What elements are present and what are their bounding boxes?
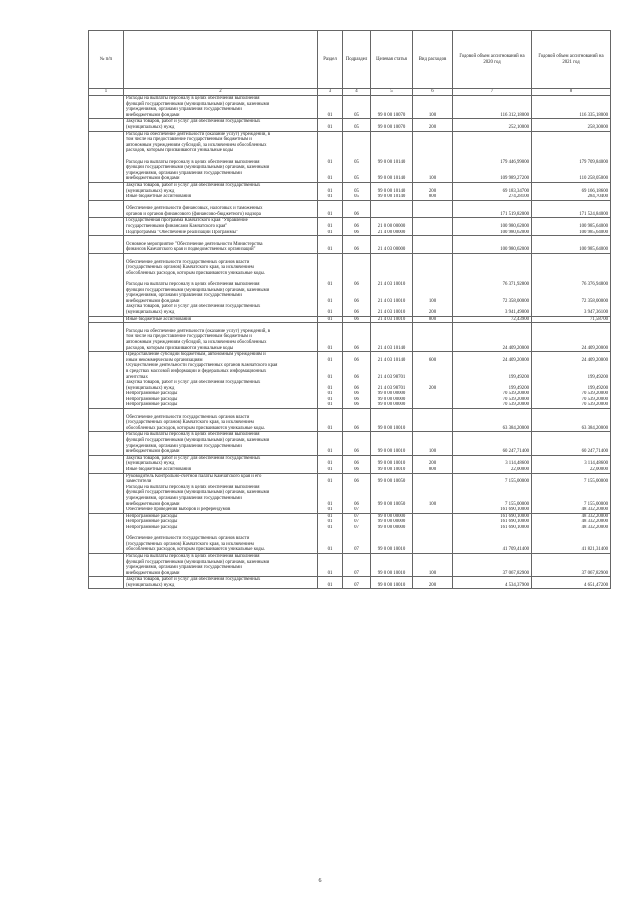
amount-2020-cell: 7 155,00000 <box>453 473 532 485</box>
amount-2021-cell: 76 376,94800 <box>532 254 611 288</box>
amount-2020-cell: 7 155,00000 <box>453 485 532 507</box>
vr-cell: 100 <box>413 553 453 576</box>
amount-2021-cell: 171 524,84000 <box>532 200 611 218</box>
amount-2021-cell: 69 166,18600 <box>532 182 611 194</box>
podrazdel-cell: 06 <box>343 402 371 408</box>
name-cell: Иные бюджетные ассигнования <box>124 194 318 200</box>
num-cell <box>89 218 124 230</box>
amount-2020-cell: 41 709,41400 <box>453 531 532 554</box>
index-cell: 2 <box>124 89 318 96</box>
name-cell: Закупка товаров, работ и услуг для обеспечения государственных (муниципальных) нужд <box>124 577 318 589</box>
amount-2020-cell: 3 114,48600 <box>453 455 532 467</box>
vr-cell <box>413 363 453 380</box>
vr-cell <box>413 323 453 352</box>
amount-2020-cell: 161 690,10000 <box>453 519 532 525</box>
vr-cell: 100 <box>413 288 453 305</box>
podrazdel-cell: 06 <box>343 200 371 218</box>
name-cell: Иные бюджетные ассигнования <box>124 316 318 323</box>
razdel-cell: 01 <box>318 316 343 323</box>
razdel-cell: 01 <box>318 577 343 589</box>
csr-cell: 99 0 00 00000 <box>371 402 413 408</box>
num-cell <box>89 254 124 288</box>
name-cell: Непрограммные расходы <box>124 513 318 519</box>
table-row <box>89 316 611 323</box>
amount-2021-cell: 284,70400 <box>532 194 611 200</box>
razdel-cell: 01 <box>318 304 343 316</box>
podrazdel-cell: 06 <box>343 432 371 455</box>
table-row <box>89 304 611 316</box>
csr-cell: 21 4 03 98701 <box>371 380 413 391</box>
header-podrazdel: Подраздел <box>343 31 371 89</box>
razdel-cell: 01 <box>318 525 343 531</box>
podrazdel-cell: 07 <box>343 525 371 531</box>
podrazdel-cell: 06 <box>343 473 371 485</box>
podrazdel-cell: 06 <box>343 467 371 473</box>
amount-2021-cell: 100 985,64000 <box>532 218 611 230</box>
amount-2020-cell: 109 989,27200 <box>453 165 532 182</box>
razdel-cell: 01 <box>318 432 343 455</box>
header-row <box>89 31 611 89</box>
name-cell: Расходы на выплаты персоналу в целях обеспечения выполнения функций государственными (муниципальными) органами, казенными учреждениями, органами управления государственными внебюджетными фондами <box>124 485 318 507</box>
table-row <box>89 323 611 352</box>
amount-2020-cell: 72,43900 <box>453 316 532 323</box>
vr-cell: 200 <box>413 577 453 589</box>
podrazdel-cell: 05 <box>343 131 371 165</box>
name-cell: Государственная программа Камчатского края "Управление государственными финансами Камчатского края" <box>124 218 318 230</box>
amount-2021-cell: 48 332,20000 <box>532 519 611 525</box>
amount-2021-cell: 48 332,20000 <box>532 525 611 531</box>
csr-cell: 99 0 00 10050 <box>371 485 413 507</box>
razdel-cell: 01 <box>318 409 343 432</box>
podrazdel-cell: 06 <box>343 323 371 352</box>
csr-cell: 21 0 00 00000 <box>371 218 413 230</box>
amount-2021-cell: 179 709,84000 <box>532 131 611 165</box>
amount-2020-cell: 199,49200 <box>453 380 532 391</box>
vr-cell: 200 <box>413 119 453 131</box>
podrazdel-cell: 06 <box>343 316 371 323</box>
podrazdel-cell: 06 <box>343 397 371 403</box>
num-cell <box>89 485 124 507</box>
num-cell <box>89 380 124 391</box>
razdel-cell: 01 <box>318 473 343 485</box>
vr-cell: 800 <box>413 316 453 323</box>
razdel-cell: 01 <box>318 200 343 218</box>
vr-cell: 200 <box>413 304 453 316</box>
table-row <box>89 352 611 364</box>
csr-cell: 99 0 00 10010 <box>371 432 413 455</box>
amount-2021-cell: 24 409,20000 <box>532 352 611 364</box>
amount-2021-cell: 70 539,20000 <box>532 397 611 403</box>
podrazdel-cell: 06 <box>343 254 371 288</box>
amount-2020-cell: 179 446,99000 <box>453 131 532 165</box>
amount-2021-cell: 71,58700 <box>532 316 611 323</box>
name-cell: Непрограммные расходы <box>124 391 318 397</box>
razdel-cell: 01 <box>318 119 343 131</box>
amount-2020-cell: 171 519,82000 <box>453 200 532 218</box>
num-cell <box>89 455 124 467</box>
header-vr: Вид расходов <box>413 31 453 89</box>
vr-cell <box>413 218 453 230</box>
name-cell: функций государственными (муниципальными) органами, казенными учреждениями, органами управления государственными внебюджетными фондами <box>124 165 318 182</box>
amount-2020-cell: 69 183,34700 <box>453 182 532 194</box>
razdel-cell: 01 <box>318 402 343 408</box>
razdel-cell: 01 <box>318 96 343 119</box>
amount-2020-cell: 274,28100 <box>453 194 532 200</box>
vr-cell <box>413 409 453 432</box>
num-cell <box>89 304 124 316</box>
vr-cell: 200 <box>413 455 453 467</box>
budget-table <box>88 30 611 589</box>
name-cell: Обеспечение деятельности финансовых, налоговых и таможенных органов и органов финансового (финансово-бюджетного) надзора <box>124 200 318 218</box>
num-cell <box>89 236 124 254</box>
podrazdel-cell: 07 <box>343 531 371 554</box>
csr-cell <box>371 200 413 218</box>
csr-cell: 99 0 00 00000 <box>371 391 413 397</box>
amount-2021-cell: 63 384,20000 <box>532 409 611 432</box>
index-cell: 7 <box>453 89 532 96</box>
table-row <box>89 455 611 467</box>
amount-2020-cell: 24 409,20000 <box>453 352 532 364</box>
razdel-cell: 01 <box>318 165 343 182</box>
amount-2021-cell: 7 155,00000 <box>532 473 611 485</box>
index-cell: 5 <box>371 89 413 96</box>
name-cell: Предоставление субсидий бюджетным, автономным учреждениям и иным некоммерческим организациям <box>124 352 318 364</box>
amount-2020-cell: 24 409,20000 <box>453 323 532 352</box>
csr-cell: 99 0 00 10140 <box>371 182 413 194</box>
header-name <box>124 31 318 89</box>
razdel-cell: 01 <box>318 485 343 507</box>
name-cell: Расходы на выплаты персоналу в целях обеспечения выполнения функций государственными (муниципальными) органами, казенными учреждениями, органами управления государственными внебюджетными фондами <box>124 432 318 455</box>
podrazdel-cell: 07 <box>343 507 371 513</box>
name-cell: Закупка товаров, работ и услуг для обеспечения государственных (муниципальных) нужд <box>124 455 318 467</box>
vr-cell <box>413 254 453 288</box>
column-index-row <box>89 89 611 96</box>
amount-2020-cell: 161 690,10000 <box>453 507 532 513</box>
num-cell <box>89 96 124 119</box>
amount-2020-cell: 161 690,10000 <box>453 525 532 531</box>
num-cell <box>89 531 124 554</box>
razdel-cell: 01 <box>318 218 343 230</box>
amount-2021-cell: 72 358,00000 <box>532 288 611 305</box>
amount-2021-cell: 37 067,82900 <box>532 553 611 576</box>
csr-cell: 21 4 03 10010 <box>371 288 413 305</box>
name-cell: Руководитель Контрольно-счетной палаты Камчатского края и его заместители <box>124 473 318 485</box>
csr-cell: 99 0 00 10050 <box>371 473 413 485</box>
razdel-cell: 01 <box>318 553 343 576</box>
name-cell: Обеспечение проведения выборов и референдумов <box>124 507 318 513</box>
table-row <box>89 200 611 218</box>
vr-cell: 100 <box>413 432 453 455</box>
num-cell <box>89 432 124 455</box>
amount-2021-cell: 100 985,64000 <box>532 230 611 236</box>
amount-2021-cell: 24 409,20000 <box>532 323 611 352</box>
amount-2020-cell: 252,10000 <box>453 119 532 131</box>
header-2021: Годовой объем ассигнований на 2021 год <box>532 31 611 89</box>
podrazdel-cell: 06 <box>343 455 371 467</box>
csr-cell: 99 0 00 10140 <box>371 131 413 165</box>
table-row <box>89 254 611 288</box>
amount-2021-cell: 110 258,05000 <box>532 165 611 182</box>
header-csr: Целевая статья <box>371 31 413 89</box>
razdel-cell: 01 <box>318 352 343 364</box>
vr-cell: 100 <box>413 485 453 507</box>
razdel-cell: 01 <box>318 182 343 194</box>
amount-2021-cell: 48 332,20000 <box>532 507 611 513</box>
amount-2020-cell: 100 980,62000 <box>453 236 532 254</box>
podrazdel-cell: 06 <box>343 391 371 397</box>
csr-cell: 99 0 00 00000 <box>371 513 413 519</box>
amount-2021-cell: 258,30000 <box>532 119 611 131</box>
razdel-cell: 01 <box>318 254 343 288</box>
amount-2021-cell: 7 155,00000 <box>532 485 611 507</box>
index-cell: 8 <box>532 89 611 96</box>
index-cell: 1 <box>89 89 124 96</box>
podrazdel-cell: 07 <box>343 577 371 589</box>
amount-2020-cell: 4 534,37900 <box>453 577 532 589</box>
podrazdel-cell: 07 <box>343 553 371 576</box>
razdel-cell: 01 <box>318 391 343 397</box>
razdel-cell: 01 <box>318 467 343 473</box>
vr-cell <box>413 236 453 254</box>
vr-cell: 200 <box>413 182 453 194</box>
vr-cell <box>413 200 453 218</box>
csr-cell: 99 0 00 00000 <box>371 525 413 531</box>
csr-cell: 99 0 00 10010 <box>371 553 413 576</box>
index-cell: 6 <box>413 89 453 96</box>
amount-2020-cell: 161 690,10000 <box>453 513 532 519</box>
razdel-cell: 01 <box>318 131 343 165</box>
razdel-cell: 01 <box>318 455 343 467</box>
amount-2020-cell: 199,49200 <box>453 363 532 380</box>
vr-cell <box>413 473 453 485</box>
amount-2020-cell: 22,00000 <box>453 467 532 473</box>
table-row <box>89 119 611 131</box>
name-cell: Обеспечение деятельности государственных органов власти (государственных органов) Камчатского края, за исключением обособленных расходов, которым присваиваются уникальные коды. <box>124 409 318 432</box>
amount-2021-cell: 199,49200 <box>532 380 611 391</box>
vr-cell: 800 <box>413 467 453 473</box>
csr-cell: 21 4 03 10010 <box>371 254 413 288</box>
csr-cell: 99 0 00 10140 <box>371 165 413 182</box>
num-cell <box>89 409 124 432</box>
amount-2020-cell: 70 539,20000 <box>453 391 532 397</box>
num-cell <box>89 288 124 305</box>
amount-2020-cell: 100 980,62000 <box>453 218 532 230</box>
amount-2021-cell: 70 539,20000 <box>532 391 611 397</box>
amount-2021-cell: 60 247,71400 <box>532 432 611 455</box>
csr-cell: 21 4 00 00000 <box>371 230 413 236</box>
num-cell <box>89 182 124 194</box>
num-cell <box>89 553 124 576</box>
name-cell: Основное мероприятие "Обеспечение деятельности Министерства финансов Камчатского края и подведомственных организаций" <box>124 236 318 254</box>
amount-2021-cell: 70 539,20000 <box>532 402 611 408</box>
name-cell: Подпрограмма "Обеспечение реализации Программы" <box>124 230 318 236</box>
razdel-cell: 01 <box>318 519 343 525</box>
amount-2020-cell: 116 312,18000 <box>453 96 532 119</box>
amount-2020-cell: 37 067,82900 <box>453 553 532 576</box>
podrazdel-cell: 06 <box>343 304 371 316</box>
amount-2021-cell: 48 332,20000 <box>532 513 611 519</box>
csr-cell: 99 0 00 10070 <box>371 119 413 131</box>
vr-cell: 100 <box>413 165 453 182</box>
podrazdel-cell: 05 <box>343 182 371 194</box>
amount-2021-cell: 116 335,18000 <box>532 96 611 119</box>
vr-cell <box>413 131 453 165</box>
header-num: № п/п <box>89 31 124 89</box>
vr-cell: 600 <box>413 352 453 364</box>
amount-2021-cell: 3 114,48600 <box>532 455 611 467</box>
razdel-cell: 01 <box>318 230 343 236</box>
razdel-cell: 01 <box>318 397 343 403</box>
table-row <box>89 182 611 194</box>
num-cell <box>89 323 124 352</box>
num-cell <box>89 200 124 218</box>
csr-cell: 21 4 03 10010 <box>371 316 413 323</box>
podrazdel-cell: 06 <box>343 218 371 230</box>
name-cell: Расходы на выплаты персоналу в целях обеспечения выполнения функций государственными (муниципальными) органами, казенными учреждениями, органами управления государственными внебюджетными фондами <box>124 96 318 119</box>
num-cell <box>89 473 124 485</box>
index-cell: 4 <box>343 89 371 96</box>
num-cell <box>89 131 124 165</box>
csr-cell: 99 0 00 10010 <box>371 455 413 467</box>
amount-2020-cell: 76 371,92800 <box>453 254 532 288</box>
num-cell <box>89 363 124 380</box>
num-cell <box>89 165 124 182</box>
num-cell <box>89 316 124 323</box>
csr-cell: 99 0 00 10010 <box>371 467 413 473</box>
table-row <box>89 288 611 305</box>
table-row <box>89 380 611 391</box>
header-razdel: Раздел <box>318 31 343 89</box>
name-cell: Обеспечение деятельности государственных органов власти (государственных органов) Камчатского края, за исключением обособленных расходов, которым присваиваются уникальные коды. <box>124 531 318 554</box>
podrazdel-cell: 05 <box>343 119 371 131</box>
csr-cell: 99 0 00 10140 <box>371 194 413 200</box>
name-cell: Непрограммные расходы <box>124 525 318 531</box>
csr-cell: 99 0 00 00000 <box>371 519 413 525</box>
page-number: 6 <box>318 878 322 884</box>
podrazdel-cell: 06 <box>343 230 371 236</box>
csr-cell: 99 0 00 10010 <box>371 577 413 589</box>
razdel-cell: 01 <box>318 323 343 352</box>
csr-cell: 21 4 03 10010 <box>371 304 413 316</box>
name-cell: Закупка товаров, работ и услуг для обеспечения государственных (муниципальных) нужд <box>124 119 318 131</box>
name-cell: Иные бюджетные ассигнования <box>124 467 318 473</box>
podrazdel-cell: 06 <box>343 288 371 305</box>
name-cell: Непрограммные расходы <box>124 519 318 525</box>
csr-cell: 21 4 03 10140 <box>371 352 413 364</box>
name-cell: Непрограммные расходы <box>124 397 318 403</box>
index-cell: 3 <box>318 89 343 96</box>
amount-2021-cell: 22,00000 <box>532 467 611 473</box>
razdel-cell: 01 <box>318 236 343 254</box>
podrazdel-cell: 06 <box>343 363 371 380</box>
table-row <box>89 531 611 554</box>
table-row <box>89 236 611 254</box>
podrazdel-cell: 06 <box>343 485 371 507</box>
num-cell <box>89 119 124 131</box>
amount-2020-cell: 3 941,49000 <box>453 304 532 316</box>
podrazdel-cell: 06 <box>343 352 371 364</box>
name-cell: Закупка товаров, работ и услуг для обеспечения государственных (муниципальных) нужд <box>124 304 318 316</box>
table-row <box>89 131 611 165</box>
amount-2021-cell: 3 947,36100 <box>532 304 611 316</box>
csr-cell: 99 0 00 10010 <box>371 409 413 432</box>
razdel-cell: 01 <box>318 194 343 200</box>
razdel-cell: 01 <box>318 363 343 380</box>
podrazdel-cell: 05 <box>343 165 371 182</box>
name-cell: Обеспечение деятельности государственных органов власти (государственных органов) Камчатского края, за исключением обособленных расходов, которым присваиваются уникальные коды. Расходы на выплаты персоналу в целях обеспечения выполнения <box>124 254 318 288</box>
table-row <box>89 409 611 432</box>
vr-cell: 800 <box>413 194 453 200</box>
table-row <box>89 165 611 182</box>
vr-cell: 200 <box>413 380 453 391</box>
table-row <box>89 553 611 576</box>
podrazdel-cell: 07 <box>343 513 371 519</box>
header-2020: Годовой объем ассигнований на 2020 год <box>453 31 532 89</box>
num-cell <box>89 577 124 589</box>
table-row <box>89 485 611 507</box>
num-cell <box>89 352 124 364</box>
name-cell: Расходы на обеспечение деятельности (оказание услуг) учреждений, в том числе на предоставление государственным бюджетным и автономным учреждениям субсидий, за исключением обособленных расходов, которым присваиваются уникальные коды <box>124 323 318 352</box>
amount-2020-cell: 70 539,20000 <box>453 402 532 408</box>
name-cell: Расходы на обеспечение деятельности (оказание услуг) учреждений, в том числе на предоставление государственным бюджетным и автономным учреждениям субсидий, за исключением обособленных расходов, которым присваиваются уникальные коды Расходы на выплаты персоналу в целях обеспечения выполнения <box>124 131 318 165</box>
vr-cell: 100 <box>413 96 453 119</box>
name-cell: Непрограммные расходы <box>124 402 318 408</box>
table-row <box>89 473 611 485</box>
csr-cell: 21 4 03 98701 <box>371 363 413 380</box>
table-row <box>89 218 611 230</box>
razdel-cell: 01 <box>318 507 343 513</box>
amount-2020-cell: 70 539,20000 <box>453 397 532 403</box>
csr-cell: 21 4 03 00000 <box>371 236 413 254</box>
amount-2021-cell: 4 651,47200 <box>532 577 611 589</box>
amount-2021-cell: 100 985,64000 <box>532 236 611 254</box>
podrazdel-cell: 05 <box>343 194 371 200</box>
name-cell: Расходы на выплаты персоналу в целях обеспечения выполнения функций государственными (муниципальными) органами, казенными учреждениями, органами управления государственными внебюджетными фондами <box>124 553 318 576</box>
name-cell: функций государственными (муниципальными) органами, казенными учреждениями, органами управления государственными внебюджетными фондами <box>124 288 318 305</box>
table-row <box>89 432 611 455</box>
podrazdel-cell: 06 <box>343 236 371 254</box>
razdel-cell: 01 <box>318 380 343 391</box>
csr-cell: 99 0 00 10010 <box>371 531 413 554</box>
table-row <box>89 363 611 380</box>
name-cell: Осуществление деятельности государственных органов Камчатского края в средствах массовой информации и федеральных информационных агентствах <box>124 363 318 380</box>
csr-cell: 99 0 00 00000 <box>371 397 413 403</box>
csr-cell: 99 0 00 10070 <box>371 96 413 119</box>
amount-2020-cell: 60 247,71400 <box>453 432 532 455</box>
name-cell: Закупка товаров, работ и услуг для обеспечения государственных (муниципальных) нужд <box>124 182 318 194</box>
podrazdel-cell: 07 <box>343 519 371 525</box>
amount-2021-cell: 199,49200 <box>532 363 611 380</box>
razdel-cell: 01 <box>318 513 343 519</box>
podrazdel-cell: 06 <box>343 380 371 391</box>
csr-cell: 21 4 03 10140 <box>371 323 413 352</box>
podrazdel-cell: 05 <box>343 96 371 119</box>
amount-2020-cell: 100 980,62000 <box>453 230 532 236</box>
table-row <box>89 96 611 119</box>
name-cell: Закупка товаров, работ и услуг для обеспечения государственных (муниципальных) нужд <box>124 380 318 391</box>
amount-2020-cell: 63 384,20000 <box>453 409 532 432</box>
vr-cell <box>413 531 453 554</box>
podrazdel-cell: 06 <box>343 409 371 432</box>
table-row <box>89 577 611 589</box>
razdel-cell: 01 <box>318 288 343 305</box>
amount-2021-cell: 41 821,31400 <box>532 531 611 554</box>
amount-2020-cell: 72 358,00000 <box>453 288 532 305</box>
razdel-cell: 01 <box>318 531 343 554</box>
